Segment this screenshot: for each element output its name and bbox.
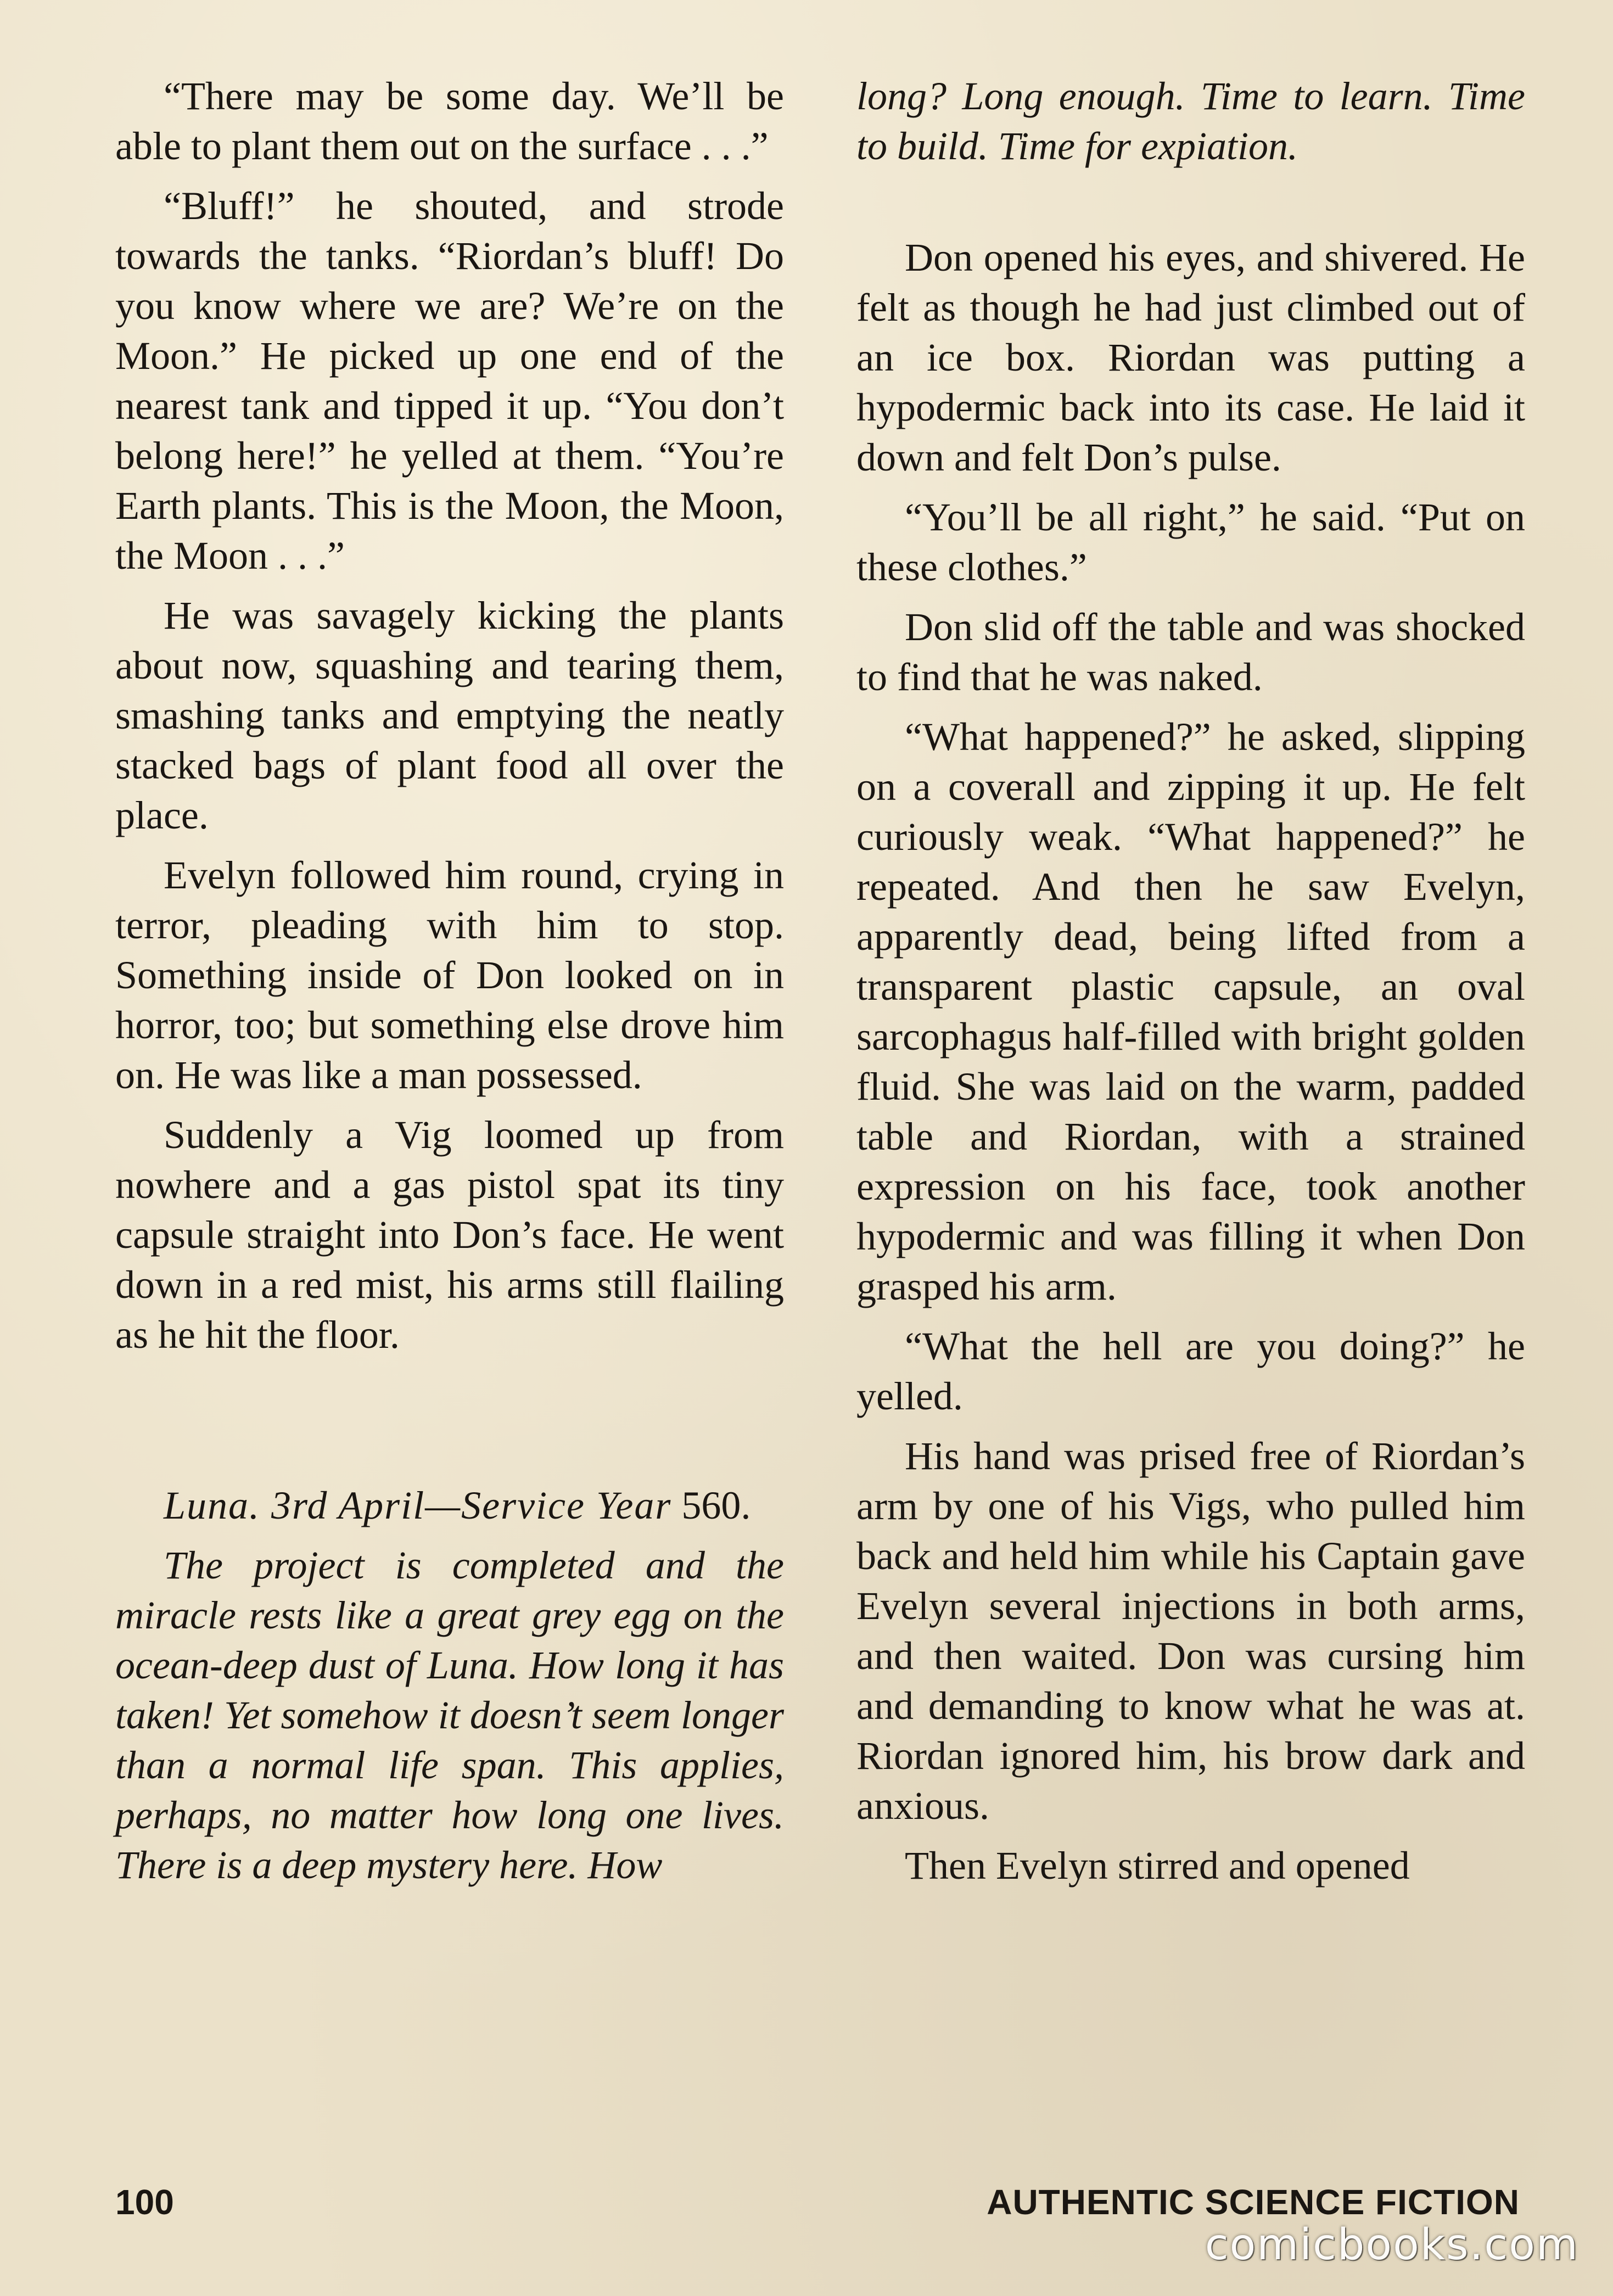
running-title: AUTHENTIC SCIENCE FICTION [987, 2182, 1520, 2222]
left-column [115, 71, 784, 1900]
paragraph: He was savagely kicking the plants about now, squashing and tearing them, smashing tanks and emptying the neatly stacked bags of plant food all over the place. [115, 593, 784, 837]
paragraph: Don slid off the table and was shocked to find that he was naked. [856, 605, 1525, 699]
right-column [856, 71, 1525, 1901]
paragraph: Suddenly a Vig loomed up from nowhere and a gas pistol spat its tiny capsule straight into Don’s face. He went down in a red mist, his arms still flailing as he hit the floor. [115, 1113, 784, 1357]
paragraph: Then Evelyn stirred and opened [905, 1844, 1410, 1888]
page-footer [115, 2177, 1520, 2227]
paragraph: “What the hell are you doing?” he yelled. [856, 1324, 1525, 1418]
paragraph: Don opened his eyes, and shivered. He felt as though he had just climbed out of an ice box. Riordan was putting a hypodermic back into its case. He laid it down and felt Don’s pulse. [856, 236, 1525, 479]
watermark: comicbooks.com [1205, 2220, 1579, 2270]
paragraph: “There may be some day. We’ll be able to plant them out on the surface . . .” [115, 74, 784, 168]
dateline-italic: Luna. 3rd April—Service Year [164, 1483, 672, 1527]
journal-entry: The project is completed and the miracle rests like a great grey egg on the ocean-deep dust of Luna. How long it has taken! Yet somehow it doesn’t seem longer than a normal life span. This applies, perhaps, no matter how long one lives. There is a deep mystery here. How [115, 1543, 784, 1887]
journal-entry-continued: long? Long enough. Time to learn. Time to build. Time for expiation. [856, 74, 1525, 168]
paragraph: “You’ll be all right,” he said. “Put on these clothes.” [856, 495, 1525, 589]
page-number: 100 [115, 2182, 174, 2222]
paragraph: “Bluff!” he shouted, and strode towards the tanks. “Riordan’s bluff! Do you know where we are? We’re on the Moon.” He picked up one end of the nearest tank and tipped it up. “You don’t belong here!” he yelled at them. “You’re Earth plants. This is the Moon, the Moon, the Moon . . .” [115, 184, 784, 578]
paragraph: Evelyn followed him round, crying in terror, pleading with him to stop. Something inside of Don looked on in horror, too; but something else drove him on. He was like a man possessed. [115, 853, 784, 1097]
paragraph: His hand was prised free of Riordan’s arm by one of his Vigs, who pulled him back and held him while his Captain gave Evelyn several injections in both arms, and then waited. Don was cursing him and demanding to know what he was at. Riordan ignored him, his brow dark and anxious. [856, 1434, 1525, 1828]
paragraph: “What happened?” he asked, slipping on a coverall and zipping it up. He felt curiously weak. “What happened?” he repeated. And then he saw Evelyn, apparently dead, being lifted from a transparent plastic capsule, an oval sarcophagus half-filled with bright golden fluid. She was laid on the warm, padded table and Riordan, with a strained expression on his face, took another hypodermic and was filling it when Don grasped his arm. [856, 715, 1525, 1308]
dateline-year: 560. [671, 1483, 751, 1527]
journal-dateline [115, 1481, 784, 1531]
